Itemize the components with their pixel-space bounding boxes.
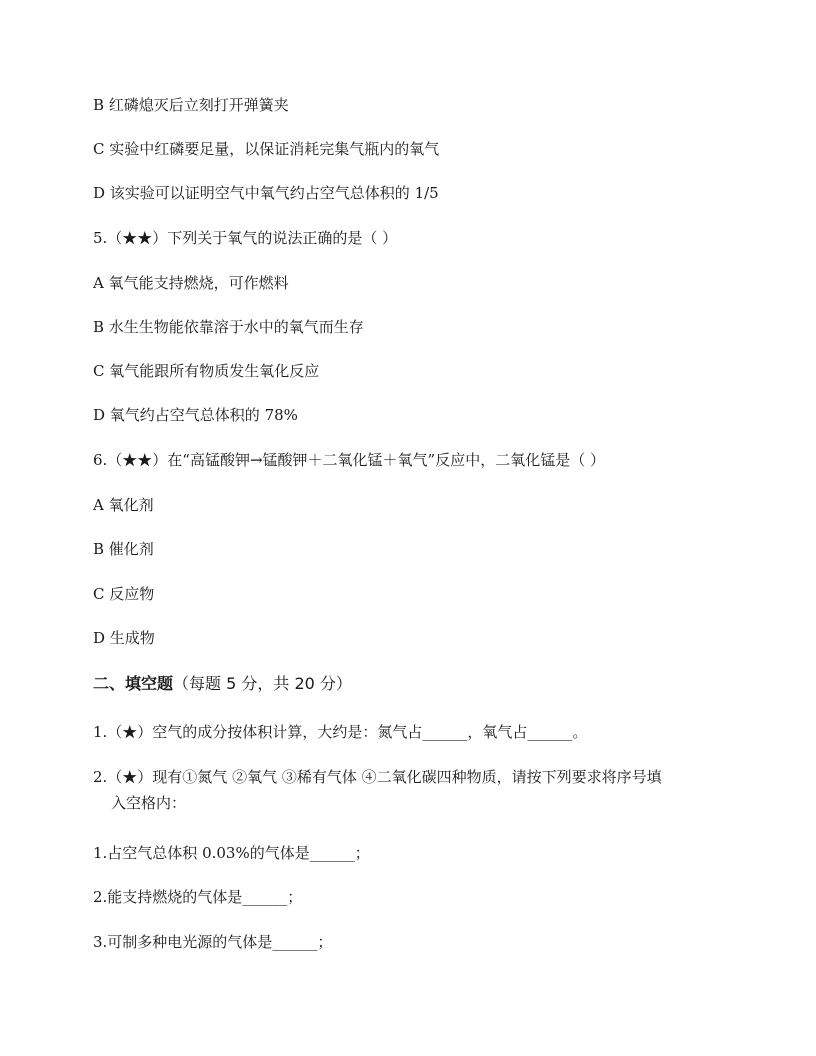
q4-option-d: D 该实验可以证明空气中氧气约占空气总体积的 1/5 xyxy=(93,184,439,202)
fill-question-2 xyxy=(93,764,723,816)
fill-subitem-3: 3.可制多种电光源的气体是______； xyxy=(93,933,333,951)
q5-option-c: C 氧气能跟所有物质发生氧化反应 xyxy=(93,362,320,380)
q6-option-b: B 催化剂 xyxy=(93,540,154,558)
fill-subitem-2: 2.能支持燃烧的气体是______； xyxy=(93,888,303,906)
q4-option-c: C 实验中红磷要足量，以保证消耗完集气瓶内的氧气 xyxy=(93,140,440,158)
q6-option-c: C 反应物 xyxy=(93,585,155,603)
fill-question-1: 1.（★）空气的成分按体积计算，大约是：氮气占______，氧气占______。 xyxy=(93,723,588,741)
section-title: 二、填空题 xyxy=(93,674,174,693)
q6-option-a: A 氧化剂 xyxy=(93,496,154,514)
q5-stem: 5.（★★）下列关于氧气的说法正确的是（ ） xyxy=(93,229,398,247)
q5-option-a: A 氧气能支持燃烧，可作燃料 xyxy=(93,274,289,292)
fill-question-2-line2: 入空格内： xyxy=(111,794,187,812)
q5-option-d: D 氧气约占空气总体积的 78% xyxy=(93,406,298,424)
section-note: （每题 5 分，共 20 分） xyxy=(173,674,352,693)
q5-option-b: B 水生生物能依靠溶于水中的氧气而生存 xyxy=(93,318,364,336)
q4-option-b: B 红磷熄灭后立刻打开弹簧夹 xyxy=(93,96,289,114)
fill-question-2-line1: 2.（★）现有①氮气 ②氧气 ③稀有气体 ④二氧化碳四种物质，请按下列要求将序号填 xyxy=(93,768,662,786)
section-heading xyxy=(93,674,352,694)
q6-option-d: D 生成物 xyxy=(93,629,155,647)
fill-subitem-1: 1.占空气总体积 0.03%的气体是______； xyxy=(93,844,370,862)
q6-stem: 6.（★★）在“高锰酸钾→锰酸钾＋二氧化锰＋氧气”反应中，二氧化锰是（ ） xyxy=(93,451,605,469)
